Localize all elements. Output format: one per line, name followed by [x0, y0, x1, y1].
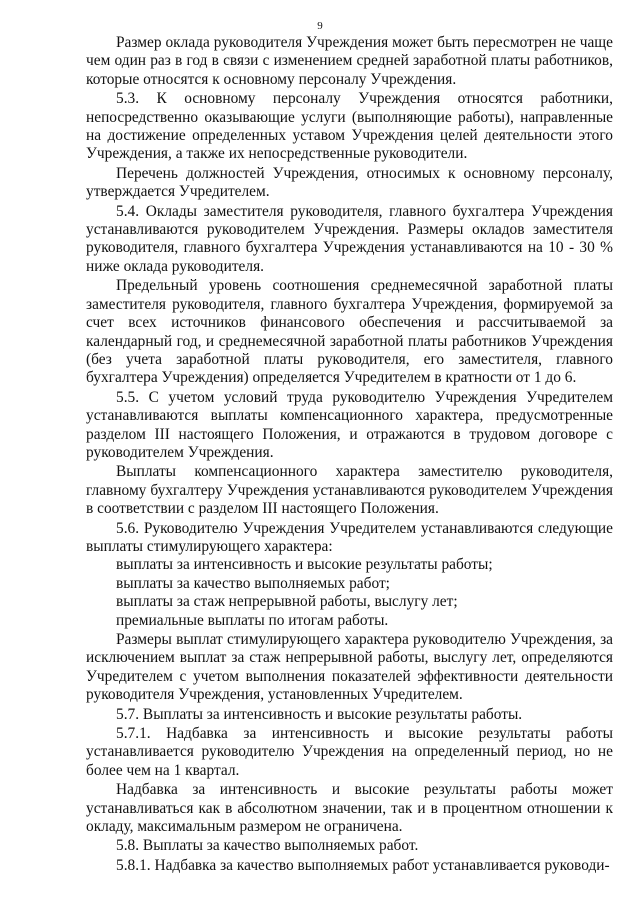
paragraph-5-4: 5.4. Оклады заместителя руководителя, главного бухгалтера Учреждения устанавливаются руководителем Учреждения. Размеры окладов заместителя руководителя, главного бухгалтера Учреждения устанавливаются на 10 - 30 % ниже оклада руководителя. — [86, 202, 613, 275]
paragraph-5-7-1: 5.7.1. Надбавка за интенсивность и высокие результаты работы устанавливается руководителю Учреждения на определенный период, но не более чем на 1 квартал. — [86, 725, 613, 779]
paragraph-5-5: 5.5. С учетом условий труда руководителю Учреждения Учредителем устанавливаются выплаты компенсационного характера, предусмотренные разделом III настоящего Положения, и отражаются в трудовом договоре с руководителем Учреждения. — [86, 388, 613, 461]
paragraph-incentive-sizes: Размеры выплат стимулирующего характера руководителю Учреждения, за исключением выплат за стаж непрерывной работы, выслугу лет, определяются Учредителем с учетом выполнения показателей эффективности деятельности руководителя Учреждения, установленных Учредителем. — [86, 631, 613, 704]
paragraph-compensation-deputy: Выплаты компенсационного характера заместителю руководителя, главному бухгалтеру Учреждения устанавливаются руководителем Учреждения в соответствии с разделом III настоящего Положения. — [86, 463, 613, 518]
list-item: премиальные выплаты по итогам работы. — [116, 611, 389, 629]
paragraph-5-8-1: 5.8.1. Надбавка за качество выполняемых работ устанавливается руководи- — [116, 856, 610, 874]
paragraph-5-6: 5.6. Руководителю Учреждения Учредителем устанавливаются следующие выплаты стимулирующего характера: — [86, 519, 613, 555]
paragraph-salary-ratio: Предельный уровень соотношения среднемесячной заработной платы заместителя руководителя, главного бухгалтера Учреждения, формируемой за счет всех источников финансового обеспечения и рассчитываемой за календарный год, и среднемесячной заработной платы работников Учреждения (без учета заработной платы руководителя, его заместителя, главного бухгалтера Учреждения) определяется Учредителем в кратности от 1 до 6. — [86, 277, 613, 387]
paragraph-5-8: 5.8. Выплаты за качество выполняемых работ. — [116, 837, 419, 855]
paragraph-positions-list: Перечень должностей Учреждения, относимых к основному персоналу, утверждается Учредителем. — [86, 164, 613, 201]
paragraph-intensity-bonus: Надбавка за интенсивность и высокие результаты работы может устанавливаться как в абсолютном значении, так и в процентном отношении к окладу, максимальным размером не ограничена. — [86, 781, 613, 836]
paragraph-5-7: 5.7. Выплаты за интенсивность и высокие результаты работы. — [116, 705, 523, 723]
paragraph-salary-review: Размер оклада руководителя Учреждения может быть пересмотрен не чаще чем один раз в год в связи с изменением средней заработной платы работников, которые относятся к основному персоналу Учреждения. — [86, 34, 613, 88]
list-item: выплаты за качество выполняемых работ; — [116, 574, 390, 592]
document-body — [86, 34, 613, 875]
page-number: 9 — [317, 20, 323, 32]
list-item: выплаты за стаж непрерывной работы, выслугу лет; — [116, 593, 458, 611]
paragraph-5-3: 5.3. К основному персоналу Учреждения относятся работники, непосредственно оказывающие услуги (выполняющие работы), направленные на достижение определенных уставом Учреждения целей деятельности этого Учреждения, а также их непосредственные руководители. — [86, 90, 613, 163]
list-item: выплаты за интенсивность и высокие результаты работы; — [116, 556, 493, 574]
